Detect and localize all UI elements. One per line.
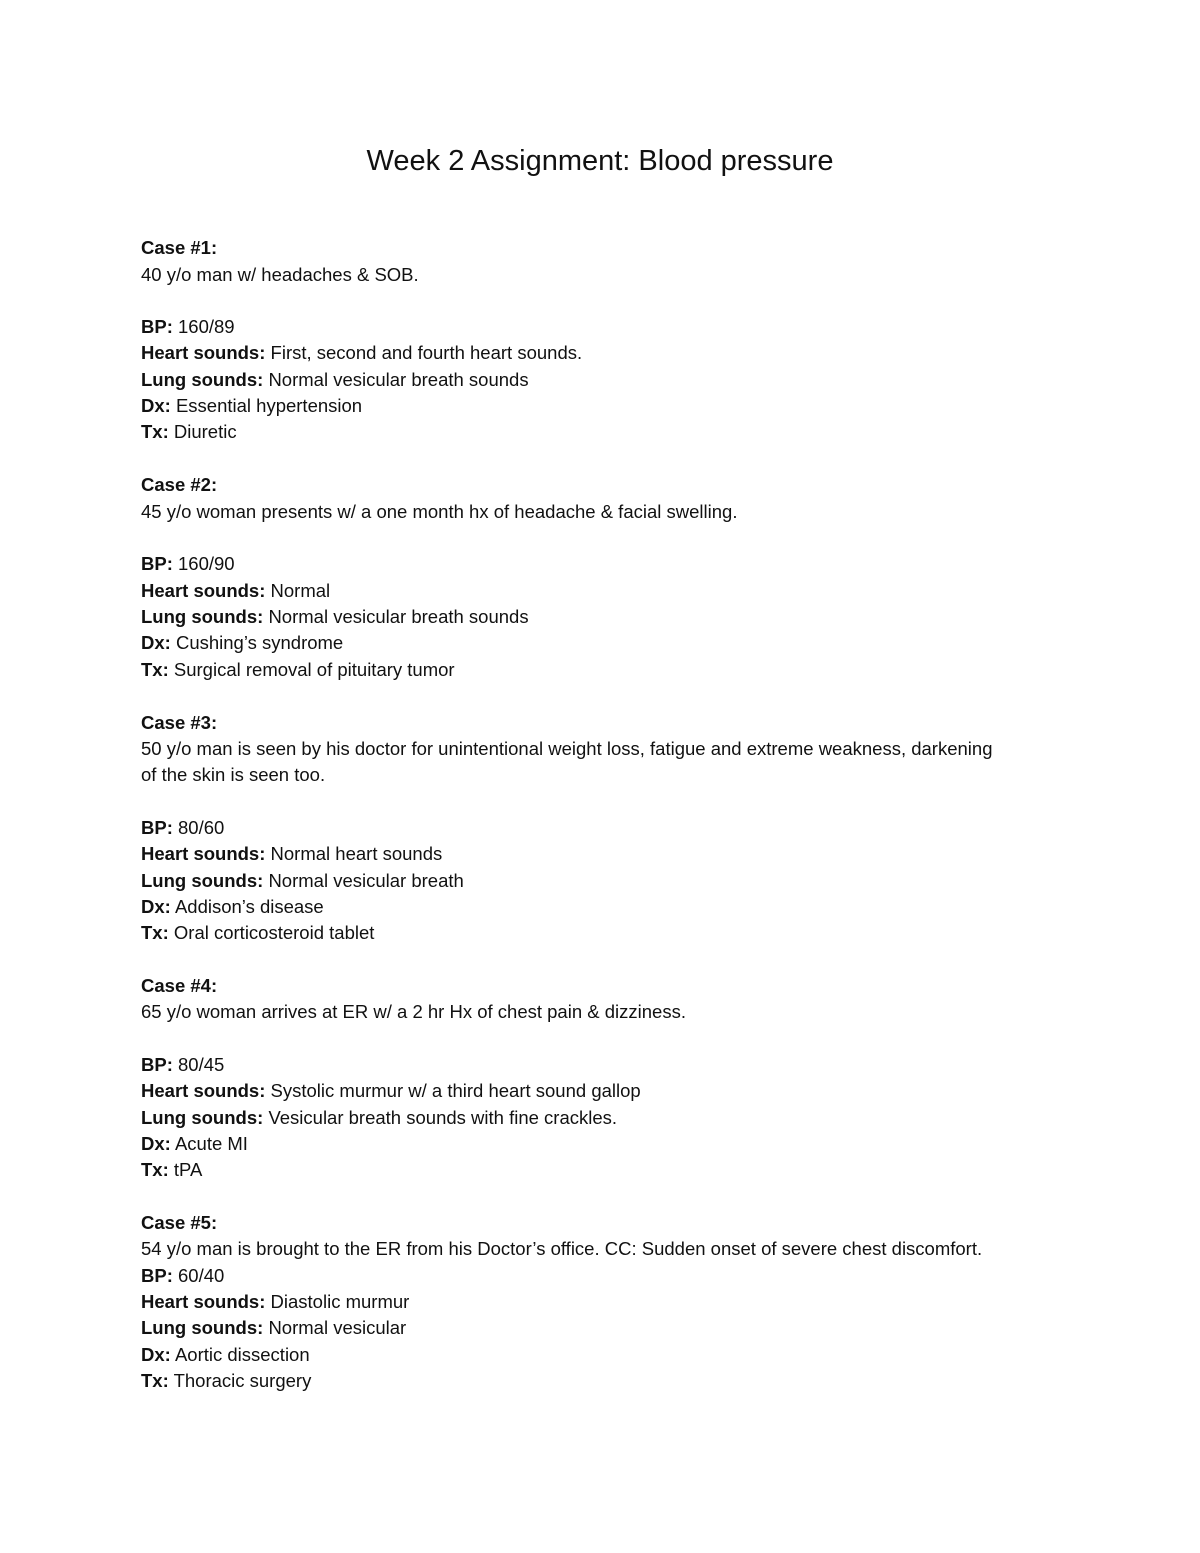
case-heading: Case #4: <box>141 975 218 996</box>
tx-line: Tx: Diuretic <box>141 421 237 442</box>
case-description: 65 y/o woman arrives at ER w/ a 2 hr Hx of chest pain & dizziness. <box>141 1001 686 1022</box>
tx-line: Tx: Oral corticosteroid tablet <box>141 922 375 943</box>
bp-line: BP: 80/60 <box>141 817 225 838</box>
bp-line: BP: 160/90 <box>141 553 235 574</box>
lung-sounds-line: Lung sounds: Vesicular breath sounds with fine crackles. <box>141 1107 618 1128</box>
case-heading: Case #1: <box>141 237 218 258</box>
bp-line: BP: 60/40 <box>141 1265 225 1286</box>
dx-line: Dx: Acute MI <box>141 1133 248 1154</box>
dx-line: Dx: Cushing’s syndrome <box>141 632 344 653</box>
dx-line: Dx: Essential hypertension <box>141 395 363 416</box>
dx-line: Dx: Aortic dissection <box>141 1344 310 1365</box>
lung-sounds-line: Lung sounds: Normal vesicular <box>141 1317 407 1338</box>
heart-sounds-line: Heart sounds: Normal <box>141 580 331 601</box>
heart-sounds-line: Heart sounds: Systolic murmur w/ a third heart sound gallop <box>141 1080 641 1101</box>
case-description: 45 y/o woman presents w/ a one month hx of headache & facial swelling. <box>141 501 738 522</box>
heart-sounds-line: Heart sounds: Normal heart sounds <box>141 843 443 864</box>
heart-sounds-line: Heart sounds: First, second and fourth heart sounds. <box>141 342 583 363</box>
tx-line: Tx: tPA <box>141 1159 203 1180</box>
dx-line: Dx: Addison’s disease <box>141 896 324 917</box>
bp-line: BP: 80/45 <box>141 1054 225 1075</box>
tx-line: Tx: Surgical removal of pituitary tumor <box>141 659 455 680</box>
case-description: 40 y/o man w/ headaches & SOB. <box>141 264 419 285</box>
tx-line: Tx: Thoracic surgery <box>141 1370 312 1391</box>
case-heading: Case #3: <box>141 712 218 733</box>
heart-sounds-line: Heart sounds: Diastolic murmur <box>141 1291 410 1312</box>
case-heading: Case #5: <box>141 1212 218 1233</box>
case-heading: Case #2: <box>141 474 218 495</box>
lung-sounds-line: Lung sounds: Normal vesicular breath sounds <box>141 606 529 627</box>
lung-sounds-line: Lung sounds: Normal vesicular breath <box>141 870 464 891</box>
case-description: 50 y/o man is seen by his doctor for unintentional weight loss, fatigue and extreme weakness, darkening <box>141 738 993 759</box>
lung-sounds-line: Lung sounds: Normal vesicular breath sounds <box>141 369 529 390</box>
case-description: of the skin is seen too. <box>141 764 326 785</box>
document-title: Week 2 Assignment: Blood pressure <box>366 145 834 177</box>
case-description: 54 y/o man is brought to the ER from his Doctor’s office. CC: Sudden onset of severe chest discomfort. <box>141 1238 983 1259</box>
bp-line: BP: 160/89 <box>141 316 235 337</box>
